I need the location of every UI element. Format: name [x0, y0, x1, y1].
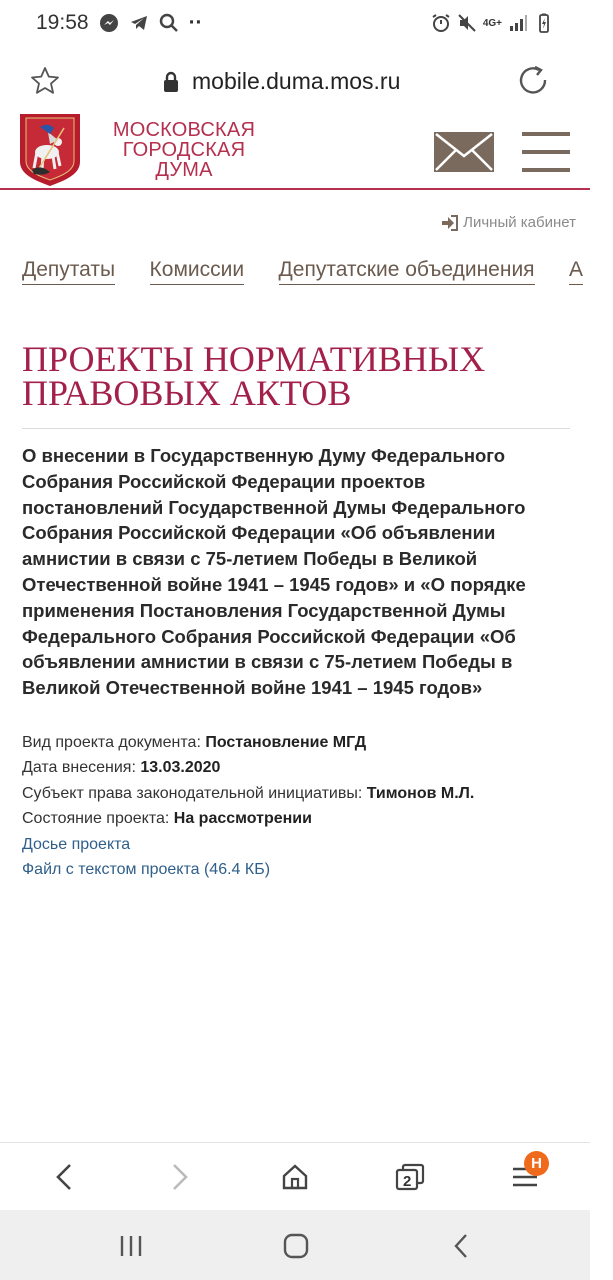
system-home-icon	[283, 1233, 309, 1259]
nav-item-deputies[interactable]: Депутаты	[22, 258, 115, 285]
browser-toolbar	[0, 1142, 590, 1210]
meta-type-value: Постановление МГД	[205, 734, 367, 751]
section-navigation	[22, 258, 584, 292]
chevron-left-icon	[55, 1163, 73, 1191]
system-back-icon	[452, 1233, 470, 1259]
mute-icon	[457, 13, 477, 33]
tabs-count: 2	[403, 1173, 412, 1190]
mail-icon[interactable]	[434, 132, 494, 172]
meta-date-row	[22, 755, 570, 780]
meta-date-value: 13.03.2020	[140, 759, 221, 777]
meta-type-row	[22, 730, 570, 755]
menu-notification-badge: Н	[524, 1151, 549, 1176]
system-back-button[interactable]	[446, 1232, 476, 1260]
brand-line-2: ГОРОДСКАЯ	[122, 139, 246, 161]
document-metadata	[22, 730, 570, 882]
site-brand-name[interactable]	[104, 120, 264, 180]
account-link-label: Личный кабинет	[463, 214, 576, 231]
status-more-dots: ··	[188, 11, 203, 34]
nav-item-commissions[interactable]: Комиссии	[150, 258, 245, 285]
back-button[interactable]	[46, 1161, 82, 1193]
meta-state-label: Состояние проекта:	[22, 810, 170, 828]
telegram-icon	[129, 13, 149, 33]
search-icon	[159, 13, 179, 33]
file-download-link[interactable]: Файл с текстом проекта (46.4 КБ)	[22, 861, 271, 879]
menu-bar-icon	[522, 150, 570, 154]
dossier-link[interactable]: Досье проекта	[22, 835, 131, 853]
network-type: 4G+	[482, 17, 502, 29]
url-text: mobile.duma.mos.ru	[192, 68, 401, 94]
recent-apps-icon	[118, 1234, 144, 1258]
meta-subject-label: Субъект права законодательной инициативы:	[22, 784, 363, 802]
url-field[interactable]	[162, 68, 400, 95]
brand-line-3: ДУМА	[155, 159, 213, 181]
home-icon	[281, 1163, 309, 1191]
menu-bar-icon	[522, 168, 570, 172]
messenger-icon	[99, 13, 119, 33]
meta-state-value: На рассмотрении	[173, 810, 312, 828]
home-button[interactable]	[277, 1161, 313, 1193]
battery-icon	[534, 13, 554, 33]
bookmark-star-icon[interactable]	[30, 66, 60, 96]
chevron-right-icon	[171, 1163, 189, 1191]
document-heading: О внесении в Государственную Думу Федерального Собрания Российской Федерации проектов постановлений Государственной Думы Федерального Собрания Российской Федерации «Об объявлении амнистии в связи с 75-летием Победы в Великой Отечественной войне 1941 – 1945 годов» и «О порядке применения Постановления Государственной Думы Федерального Собрания Российской Федерации «Об объявлении амнистии в связи с 75-летием Победы в Великой Отечественной войне 1941 – 1945 годов»	[22, 445, 526, 699]
nav-item-deputy-associations[interactable]: Депутатские объединения	[279, 258, 535, 285]
recent-apps-button[interactable]	[116, 1232, 146, 1260]
site-header	[0, 114, 590, 190]
system-home-button[interactable]	[281, 1232, 311, 1260]
meta-subject-row	[22, 781, 570, 806]
forward-button[interactable]	[162, 1161, 198, 1193]
nav-item-truncated[interactable]: А	[569, 258, 583, 285]
browser-address-bar	[0, 48, 590, 114]
brand-line-1: МОСКОВСКАЯ	[112, 119, 256, 141]
title-divider	[22, 428, 570, 429]
meta-type-label: Вид проекта документа:	[22, 734, 201, 751]
alarm-icon	[431, 13, 451, 33]
status-time: 19:58	[36, 11, 89, 34]
login-arrow-icon	[441, 215, 459, 231]
account-link[interactable]	[441, 214, 576, 231]
hamburger-menu-button[interactable]	[522, 132, 570, 172]
tabs-button[interactable]	[392, 1161, 428, 1193]
signal-icon	[508, 13, 528, 33]
meta-date-label: Дата внесения:	[22, 759, 136, 777]
meta-subject-value: Тимонов М.Л.	[366, 784, 475, 802]
reload-icon[interactable]	[517, 64, 549, 96]
moscow-coat-of-arms-logo[interactable]	[20, 114, 80, 186]
meta-state-row	[22, 806, 570, 831]
lock-icon	[162, 71, 180, 93]
status-bar	[0, 0, 590, 46]
page-title: ПРОЕКТЫ НОРМАТИВНЫХ ПРАВОВЫХ АКТОВ	[22, 339, 486, 413]
system-navigation-bar	[0, 1210, 590, 1280]
menu-bar-icon	[522, 132, 570, 136]
